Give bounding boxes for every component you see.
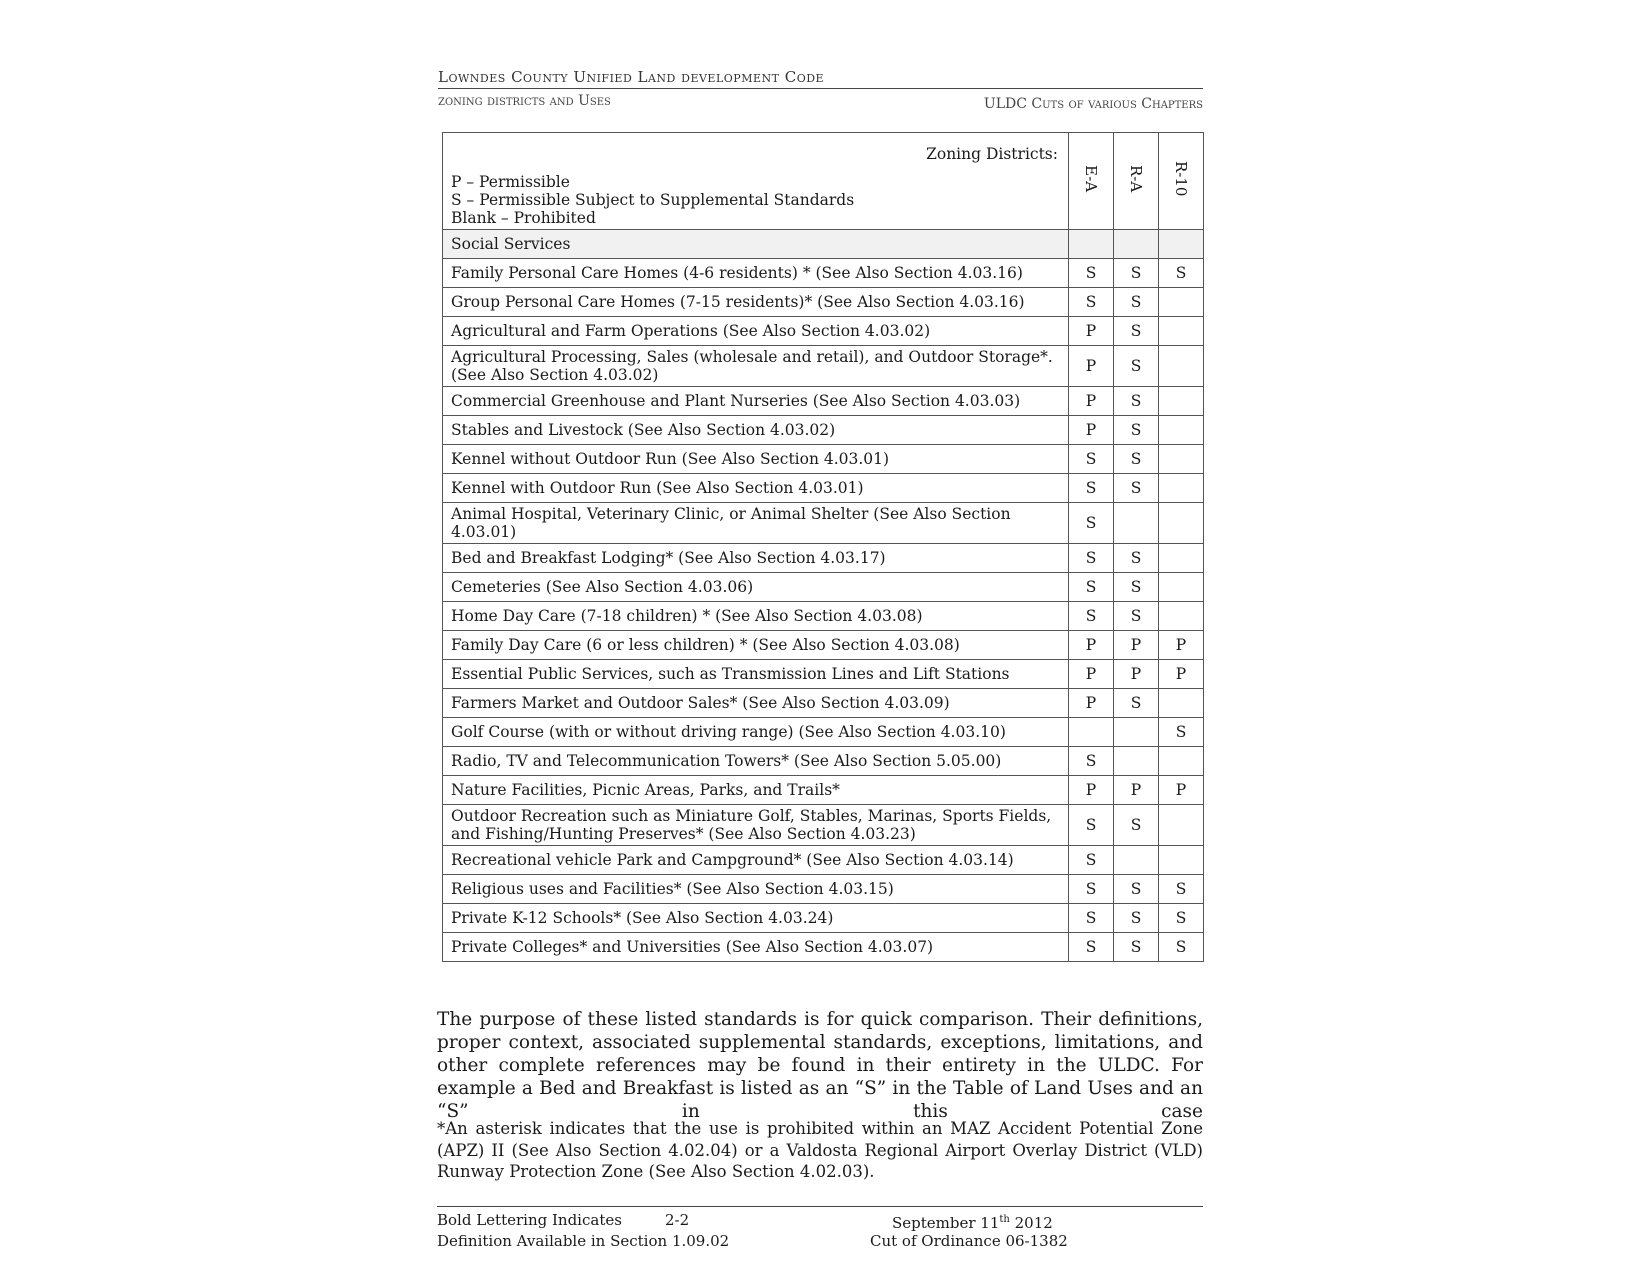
cell-r10 <box>1159 747 1204 776</box>
cell-ea: P <box>1069 776 1114 805</box>
legend-p: P – Permissible <box>451 173 570 191</box>
cell-ra: S <box>1114 544 1159 573</box>
table-row <box>443 474 1204 503</box>
cell-ra: S <box>1114 259 1159 288</box>
cell-ra: S <box>1114 346 1159 387</box>
cell-ea: P <box>1069 660 1114 689</box>
use-name: Nature Facilities, Picnic Areas, Parks, and Trails* <box>443 776 1069 805</box>
column-header-ra: R-A <box>1127 165 1145 193</box>
cell-r10 <box>1159 288 1204 317</box>
cell-r10 <box>1159 503 1204 544</box>
cell-r10: S <box>1159 259 1204 288</box>
table-row <box>443 689 1204 718</box>
cell-ea: S <box>1069 846 1114 875</box>
cell-ra: S <box>1114 317 1159 346</box>
use-name: Private Colleges* and Universities (See Also Section 4.03.07) <box>443 933 1069 962</box>
cell-ra <box>1114 846 1159 875</box>
header-right: ULDC Cuts of various Chapters <box>983 96 1203 112</box>
cell-ea <box>1069 718 1114 747</box>
table-row <box>443 346 1204 387</box>
date-text: September 11 <box>892 1214 1000 1232</box>
asterisk-note: *An asterisk indicates that the use is prohibited within an MAZ Accident Potential Zone (APZ) II (See Also Section 4.02.04) or a Valdosta Regional Airport Overlay District (VLD) Runway Protection Zone (See Also Section 4.02.03). <box>437 1119 1203 1181</box>
legend-cell <box>443 133 1069 230</box>
table-row <box>443 416 1204 445</box>
use-name: Private K-12 Schools* (See Also Section 4.03.24) <box>443 904 1069 933</box>
table-row <box>443 933 1204 962</box>
section-title: zoning districts and Uses <box>438 93 611 109</box>
cell-ea: S <box>1069 805 1114 846</box>
cell-ea: S <box>1069 259 1114 288</box>
date-sup: th <box>999 1214 1010 1225</box>
cell-r10 <box>1159 416 1204 445</box>
use-name: Home Day Care (7-18 children) * (See Also Section 4.03.08) <box>443 602 1069 631</box>
cell-r10 <box>1159 317 1204 346</box>
legend-blank: Blank – Prohibited <box>451 209 596 227</box>
column-header-ea: E-A <box>1082 165 1100 193</box>
cell-r10 <box>1159 602 1204 631</box>
footer-definition-note: Definition Available in Section 1.09.02 <box>437 1232 730 1250</box>
date-year: 2012 <box>1014 1214 1053 1232</box>
table-row <box>443 747 1204 776</box>
use-name: Kennel with Outdoor Run (See Also Section 4.03.01) <box>443 474 1069 503</box>
use-name: Essential Public Services, such as Transmission Lines and Lift Stations <box>443 660 1069 689</box>
section-row-social-services: Social Services <box>443 230 1069 259</box>
cell-r10 <box>1159 846 1204 875</box>
cell-ra: P <box>1114 631 1159 660</box>
footer-date <box>892 1210 1053 1233</box>
use-name: Bed and Breakfast Lodging* (See Also Section 4.03.17) <box>443 544 1069 573</box>
cell-ea: S <box>1069 544 1114 573</box>
cell-ea: P <box>1069 631 1114 660</box>
cell-ra: S <box>1114 805 1159 846</box>
cell-ea: P <box>1069 346 1114 387</box>
cell-r10: S <box>1159 875 1204 904</box>
cell-ea: S <box>1069 503 1114 544</box>
cell-r10: P <box>1159 776 1204 805</box>
cell-r10 <box>1159 805 1204 846</box>
cell-ea: P <box>1069 387 1114 416</box>
table-row <box>443 573 1204 602</box>
use-name: Group Personal Care Homes (7-15 residents)* (See Also Section 4.03.16) <box>443 288 1069 317</box>
table-row <box>443 776 1204 805</box>
zoning-districts-label: Zoning Districts: <box>926 145 1058 163</box>
table-row <box>443 288 1204 317</box>
land-use-table <box>442 132 1204 962</box>
cell-ra: S <box>1114 689 1159 718</box>
table-row <box>443 805 1204 846</box>
purpose-paragraph: The purpose of these listed standards is for quick comparison. Their definitions, proper context, associated supplemental standards, exceptions, limitations, and other complete references may be found in their entirety in the ULDC. For example a Bed and Breakfast is listed as an “S” in the Table of Land Uses and an “S” in this case <box>437 1009 1203 1122</box>
cell-ea: S <box>1069 445 1114 474</box>
table-row <box>443 317 1204 346</box>
cell-ra <box>1114 747 1159 776</box>
cell-r10: P <box>1159 660 1204 689</box>
cell-ea: S <box>1069 602 1114 631</box>
cell-ra: S <box>1114 445 1159 474</box>
cell-ra: S <box>1114 875 1159 904</box>
cell-r10 <box>1159 474 1204 503</box>
table-row <box>443 602 1204 631</box>
cell-r10: S <box>1159 718 1204 747</box>
cell-ra: S <box>1114 602 1159 631</box>
cell-ra: S <box>1114 387 1159 416</box>
cell-ra: P <box>1114 776 1159 805</box>
cell-ea: S <box>1069 474 1114 503</box>
page-number: 2-2 <box>665 1211 690 1229</box>
footer-bold-note: Bold Lettering Indicates <box>437 1211 622 1229</box>
use-name: Family Day Care (6 or less children) * (See Also Section 4.03.08) <box>443 631 1069 660</box>
cell-ra: S <box>1114 288 1159 317</box>
footer-ordinance: Cut of Ordinance 06-1382 <box>870 1232 1068 1250</box>
cell-ra: S <box>1114 416 1159 445</box>
table-row <box>443 846 1204 875</box>
cell-r10 <box>1159 573 1204 602</box>
cell-r10: S <box>1159 904 1204 933</box>
cell-ra: P <box>1114 660 1159 689</box>
document-title: Lowndes County Unified Land development Code <box>438 68 1203 89</box>
table-row <box>443 631 1204 660</box>
use-name: Outdoor Recreation such as Miniature Golf, Stables, Marinas, Sports Fields, and Fishing/Hunting Preserves* (See Also Section 4.03.23) <box>443 805 1069 846</box>
cell-r10: P <box>1159 631 1204 660</box>
use-name: Animal Hospital, Veterinary Clinic, or Animal Shelter (See Also Section 4.03.01) <box>443 503 1069 544</box>
use-name: Kennel without Outdoor Run (See Also Section 4.03.01) <box>443 445 1069 474</box>
cell-ea: S <box>1069 904 1114 933</box>
column-header-r10: R-10 <box>1172 161 1190 197</box>
table-row <box>443 544 1204 573</box>
use-name: Agricultural Processing, Sales (wholesale and retail), and Outdoor Storage*. (See Also Section 4.03.02) <box>443 346 1069 387</box>
use-name: Recreational vehicle Park and Campground* (See Also Section 4.03.14) <box>443 846 1069 875</box>
use-name: Cemeteries (See Also Section 4.03.06) <box>443 573 1069 602</box>
cell-r10 <box>1159 387 1204 416</box>
cell-ea: P <box>1069 416 1114 445</box>
cell-ea: P <box>1069 317 1114 346</box>
use-name: Agricultural and Farm Operations (See Also Section 4.03.02) <box>443 317 1069 346</box>
use-name: Stables and Livestock (See Also Section 4.03.02) <box>443 416 1069 445</box>
cell-ra: S <box>1114 474 1159 503</box>
table-row <box>443 503 1204 544</box>
table-row <box>443 875 1204 904</box>
table-row <box>443 387 1204 416</box>
cell-r10 <box>1159 445 1204 474</box>
cell-ea: S <box>1069 875 1114 904</box>
cell-ra <box>1114 718 1159 747</box>
cell-ea: S <box>1069 933 1114 962</box>
cell-ea: S <box>1069 573 1114 602</box>
use-name: Radio, TV and Telecommunication Towers* (See Also Section 5.05.00) <box>443 747 1069 776</box>
table-row <box>443 445 1204 474</box>
use-name: Commercial Greenhouse and Plant Nurseries (See Also Section 4.03.03) <box>443 387 1069 416</box>
use-name: Golf Course (with or without driving range) (See Also Section 4.03.10) <box>443 718 1069 747</box>
cell-ea: S <box>1069 288 1114 317</box>
table-row <box>443 259 1204 288</box>
cell-r10 <box>1159 346 1204 387</box>
use-name: Family Personal Care Homes (4-6 residents) * (See Also Section 4.03.16) <box>443 259 1069 288</box>
table-row <box>443 718 1204 747</box>
table-row <box>443 660 1204 689</box>
cell-ra: S <box>1114 573 1159 602</box>
cell-r10: S <box>1159 933 1204 962</box>
use-name: Farmers Market and Outdoor Sales* (See Also Section 4.03.09) <box>443 689 1069 718</box>
footer-divider <box>437 1206 1203 1207</box>
use-name: Religious uses and Facilities* (See Also Section 4.03.15) <box>443 875 1069 904</box>
cell-ea: S <box>1069 747 1114 776</box>
legend-s: S – Permissible Subject to Supplemental Standards <box>451 191 855 209</box>
cell-ra <box>1114 503 1159 544</box>
cell-r10 <box>1159 689 1204 718</box>
cell-ea: P <box>1069 689 1114 718</box>
cell-ra: S <box>1114 904 1159 933</box>
table-row <box>443 904 1204 933</box>
cell-r10 <box>1159 544 1204 573</box>
cell-ra: S <box>1114 933 1159 962</box>
